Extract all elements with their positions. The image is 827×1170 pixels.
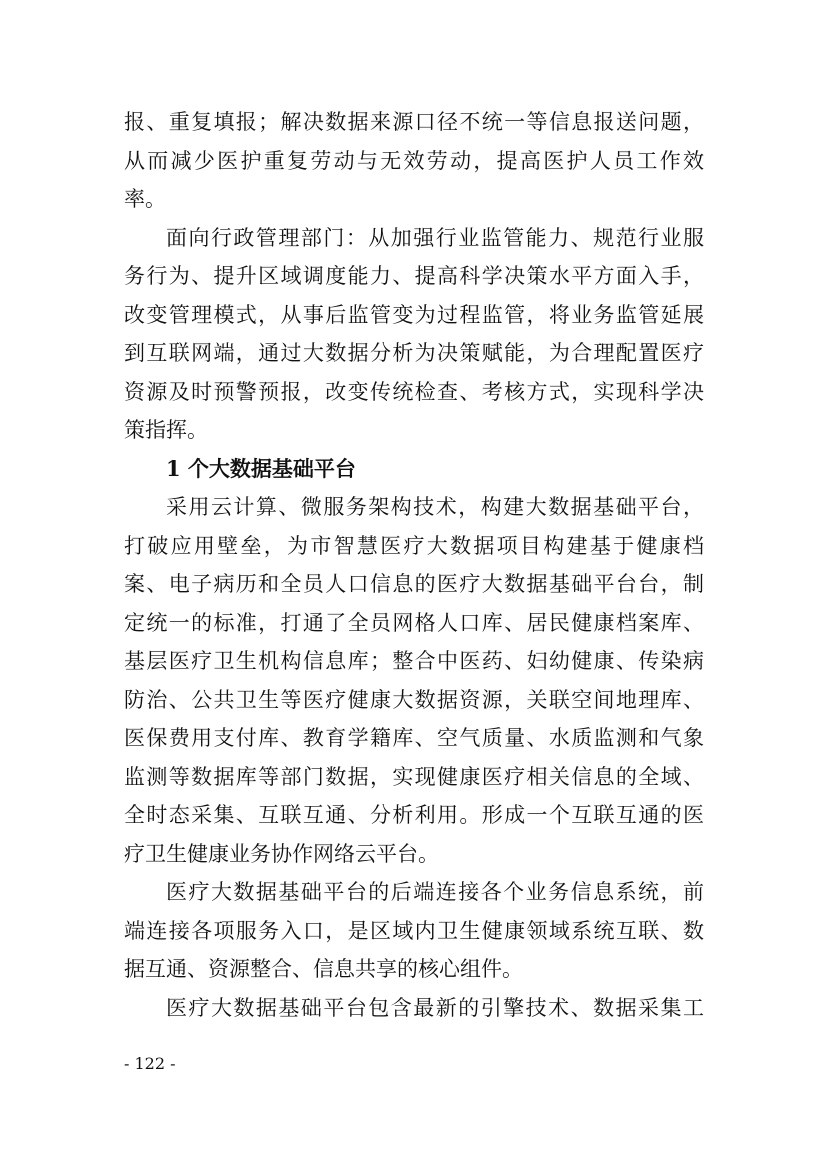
- text-line: 医保费用支付库、教育学籍库、空气质量、水质监测和气象: [124, 726, 704, 750]
- text-line: 到互联网端，通过大数据分析为决策赋能，为合理配置医疗: [124, 341, 704, 365]
- text-line: 面向行政管理部门：从加强行业监管能力、规范行业服: [166, 225, 704, 250]
- text-line: 从而减少医护重复劳动与无效劳动，提高医护人员工作效: [124, 148, 704, 173]
- text-line: 率。: [124, 187, 166, 211]
- text-line: 据互通、资源整合、信息共享的核心组件。: [124, 957, 523, 981]
- text-line: 改变管理模式，从事后监管变为过程监管，将业务监管延展: [124, 302, 704, 327]
- text-line: 策指挥。: [124, 418, 208, 442]
- section-heading: 1 个大数据基础平台: [166, 455, 356, 481]
- page-number: - 122 -: [124, 1054, 176, 1073]
- text-line: 医疗大数据基础平台的后端连接各个业务信息系统，前: [166, 880, 704, 904]
- text-line: 定统一的标准，打通了全员网格人口库、居民健康档案库、: [124, 610, 704, 635]
- text-line: 监测等数据库等部门数据，实现健康医疗相关信息的全域、: [124, 764, 704, 789]
- text-line: 报、重复填报；解决数据来源口径不统一等信息报送问题，: [124, 110, 704, 134]
- text-line: 案、电子病历和全员人口信息的医疗大数据基础平台台，制: [124, 572, 704, 596]
- text-line: 打破应用壁垒，为市智慧医疗大数据项目构建基于健康档: [124, 533, 704, 558]
- text-line: 务行为、提升区域调度能力、提高科学决策水平方面入手，: [124, 264, 704, 288]
- text-line: 基层医疗卫生机构信息库；整合中医药、妇幼健康、传染病: [124, 649, 704, 673]
- text-line: 全时态采集、互联互通、分析利用。形成一个互联互通的医: [124, 803, 704, 827]
- text-line: 医疗大数据基础平台包含最新的引擎技术、数据采集工: [166, 995, 704, 1020]
- text-line: 端连接各项服务入口，是区域内卫生健康领域系统互联、数: [124, 918, 704, 943]
- text-line: 采用云计算、微服务架构技术，构建大数据基础平台，: [166, 495, 704, 519]
- text-line: 资源及时预警预报，改变传统检查、考核方式，实现科学决: [124, 379, 704, 404]
- text-line: 防治、公共卫生等医疗健康大数据资源，关联空间地理库、: [124, 687, 704, 712]
- text-line: 疗卫生健康业务协作网络云平台。: [124, 841, 439, 866]
- document-body: [124, 103, 704, 1027]
